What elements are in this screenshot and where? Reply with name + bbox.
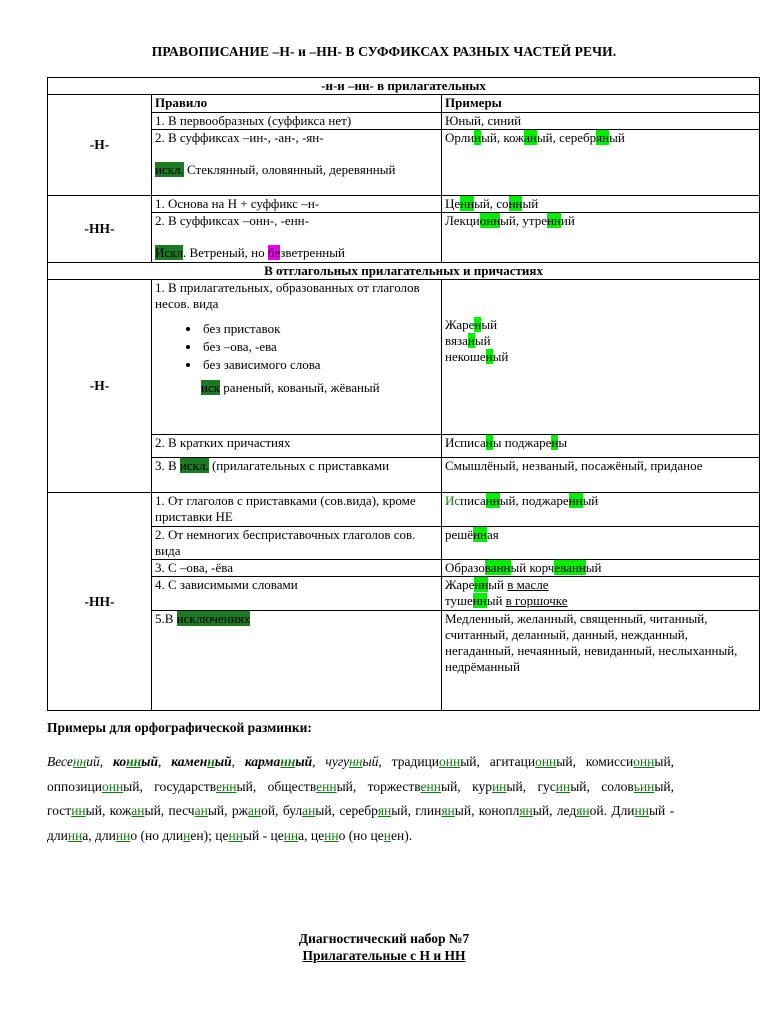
example-line	[445, 333, 756, 349]
example-text: ы поджаре	[492, 435, 552, 450]
example-text: ый, поджаре	[499, 493, 569, 508]
word-fragment: ый	[441, 778, 458, 794]
word-fragment: ан	[131, 803, 145, 818]
word-fragment: кож	[109, 803, 132, 818]
word-fragment: ый	[556, 754, 573, 769]
word-fragment: ен).	[390, 827, 413, 843]
suffix-highlight: онн	[479, 213, 501, 228]
word-fragment: камен	[171, 754, 208, 769]
word-fragment: ян	[576, 803, 590, 818]
suffix-highlight: н	[485, 435, 493, 450]
example-text: ый, со	[474, 196, 509, 211]
diagnostic-set-topic: Прилагательные с Н и НН	[302, 948, 466, 963]
example-cell	[442, 130, 760, 196]
suffix-highlight: нн	[460, 196, 475, 211]
word-fragment: ан	[194, 803, 208, 818]
example-cell	[442, 560, 760, 577]
word-fragment: ко	[113, 754, 127, 769]
word-fragment: ый	[315, 803, 332, 818]
section-header-participles: В отглагольных прилагательных и причастиях	[48, 263, 760, 280]
rule-text: 3. В	[155, 458, 180, 473]
example-text: ый	[474, 333, 491, 348]
suffix-highlight: н	[485, 349, 493, 364]
word-fragment: ый	[123, 778, 140, 794]
example-text: ый	[585, 560, 602, 575]
word-fragment: глин	[415, 803, 442, 818]
word-fragment: дли	[47, 827, 68, 843]
rule-cell: 4. С зависимыми словами	[152, 577, 442, 611]
word-fragment: ьин	[633, 778, 655, 794]
word-fragment: ый	[654, 754, 671, 769]
exception-text: зветренный	[280, 245, 345, 260]
word-fragment: ан	[302, 803, 316, 818]
list-item: • без приставок	[201, 320, 438, 338]
word-fragment: агитаци	[489, 754, 536, 769]
example-text: ый, утре	[500, 213, 547, 228]
diagnostic-set-number: Диагностический набор №7	[298, 931, 470, 946]
rule-cell: 2. В кратких причастиях	[152, 435, 442, 458]
example-text: ый	[488, 577, 508, 592]
word-fragment: ен)	[190, 827, 209, 843]
example-text: писа	[460, 493, 486, 508]
exception-line	[155, 162, 438, 178]
row-label-verb-n: -Н-	[48, 280, 152, 493]
word-fragment: нн	[349, 754, 363, 769]
example-text: ый	[582, 493, 599, 508]
word-fragment: нн	[283, 827, 299, 843]
word-fragment: ой	[261, 803, 276, 818]
example-text: ый	[492, 349, 509, 364]
example-cell	[442, 527, 760, 560]
suffix-highlight: н	[551, 435, 559, 450]
rule-cell	[152, 280, 442, 435]
word-fragment: ый	[242, 827, 260, 843]
word-fragment: Дли	[611, 803, 635, 818]
word-fragment: н	[183, 827, 191, 843]
example-text: Лекци	[445, 213, 480, 228]
example-text: Жаре	[445, 577, 475, 592]
word-fragment: гус	[537, 778, 556, 794]
word-fragment: ый	[144, 803, 161, 818]
table-row	[48, 280, 760, 435]
example-text: ый, серебр	[536, 130, 597, 145]
example-cell	[442, 577, 760, 611]
word-fragment: ан	[247, 803, 262, 818]
word-fragment: енн	[316, 778, 337, 794]
word-fragment: ый	[214, 754, 232, 769]
suffix-highlight: ванн	[484, 560, 511, 575]
word-fragment: нн	[228, 827, 243, 843]
example-text: ый	[486, 593, 506, 608]
word-fragment: н	[383, 827, 391, 843]
word-fragment: бул	[282, 803, 303, 818]
dependent-word: в горшочке	[505, 593, 568, 608]
rule-text: 5.В	[155, 611, 177, 626]
example-text: вяза	[445, 333, 468, 348]
suffix-highlight: нн	[485, 493, 500, 508]
rule-text: 2. В суффиксах –онн-, -енн-	[155, 213, 309, 228]
exception-text: раненый, кованый, жёваный	[220, 380, 380, 395]
table-row	[48, 435, 760, 458]
exception-tag: Искл	[155, 245, 183, 260]
word-fragment: обществ	[267, 778, 317, 794]
rule-cell	[152, 213, 442, 263]
example-text: некоше	[445, 349, 486, 364]
examples-paragraph: Весенний, конный, каменный, карманный, чугунный, традиционный, агитационный, комиссионный, оппозиционный, государственный, общественный, торжественный, куриный, гусиный, соловьиный, гостиный, кожаный, песчаный, ржаной, буланый, серебряный, глиняный, конопляный, ледяной. Длинный - длинна, длинно (но длинен); ценный - ценна, ценно (но ценен).	[47, 754, 675, 843]
diagnostic-set-title	[0, 930, 768, 964]
example-text: ая	[486, 527, 499, 542]
exception-tag: иск	[201, 380, 221, 395]
table-row	[48, 458, 760, 493]
exception-tag: искл.	[179, 458, 209, 473]
prefix-text: Ис	[445, 493, 461, 508]
word-fragment: нн	[126, 754, 142, 769]
word-fragment: ый	[362, 754, 379, 769]
rules-table	[47, 77, 760, 711]
example-text: ый корч	[510, 560, 555, 575]
suffix-highlight: ян	[596, 130, 610, 145]
word-fragment: лед	[556, 803, 577, 818]
example-cell	[442, 435, 760, 458]
example-text: ы	[558, 435, 568, 450]
word-fragment: оппозици	[47, 778, 102, 794]
example-cell	[442, 213, 760, 263]
example-text: ый	[522, 196, 539, 211]
example-text: ый	[481, 317, 498, 332]
word-fragment: ый	[454, 803, 472, 818]
prefix-highlight: бе	[267, 245, 281, 260]
word-fragment: онн	[439, 754, 461, 769]
suffix-highlight: нн	[473, 527, 487, 542]
rule-cell: 2. От немногих бесприставочных глаголов сов. вида	[152, 527, 442, 560]
word-fragment: нн	[324, 827, 339, 843]
word-fragment: н	[207, 754, 215, 769]
suffix-highlight: нн	[472, 593, 487, 608]
word-fragment: рж	[231, 803, 248, 818]
word-fragment: серебр	[339, 803, 378, 818]
word-fragment: ян	[441, 803, 455, 818]
word-fragment: нн	[634, 803, 649, 818]
example-text: Це	[445, 196, 461, 211]
rule-cell: 1. От глаголов с приставками (сов.вида), кроме приставки НЕ	[152, 493, 442, 527]
word-fragment: конопл	[478, 803, 520, 818]
example-text: Исписа	[445, 435, 486, 450]
exception-line	[155, 245, 438, 261]
word-fragment: ый	[654, 778, 671, 794]
word-fragment: ий	[86, 754, 100, 769]
condition-list	[155, 320, 438, 374]
word-fragment: торжеств	[367, 778, 421, 794]
word-fragment: дли	[95, 827, 116, 843]
section-header-row	[48, 78, 760, 95]
word-fragment: ян	[377, 803, 392, 818]
row-label-adj-nn: -НН-	[48, 196, 152, 263]
word-fragment: нн	[72, 754, 87, 769]
word-fragment: ый	[506, 778, 523, 794]
example-line	[445, 317, 756, 333]
example-text: Образо	[445, 560, 485, 575]
word-fragment: ин	[491, 778, 507, 794]
exception-text: Стеклянный, оловянный, деревянный	[183, 162, 396, 177]
word-fragment: ый	[460, 754, 477, 769]
section-header-row	[48, 263, 760, 280]
word-fragment: ый	[85, 803, 102, 818]
rule-text: 1. В прилагательных, образованных от глаголов несов. вида	[155, 280, 420, 311]
word-fragment: ян	[519, 803, 533, 818]
table-row	[48, 611, 760, 711]
suffix-highlight: нн	[546, 213, 561, 228]
example-cell	[442, 493, 760, 527]
word-fragment: це	[215, 827, 229, 843]
example-text: ый, кож	[481, 130, 525, 145]
word-fragment: комисси	[585, 754, 634, 769]
word-fragment: солов	[601, 778, 634, 794]
suffix-highlight: ан	[524, 130, 537, 145]
word-fragment: карма	[244, 754, 281, 769]
word-fragment: (но це	[348, 827, 384, 843]
example-cell: Смышлёный, незваный, посажёный, приданое	[442, 458, 760, 493]
example-line	[445, 349, 756, 365]
example-cell	[442, 280, 760, 435]
suffix-highlight: нн	[508, 196, 523, 211]
table-row	[48, 560, 760, 577]
exception-tag: искл.	[155, 162, 184, 177]
suffix-highlight: еванн	[554, 560, 586, 575]
word-fragment: ый	[141, 754, 158, 769]
word-fragment: онн	[633, 754, 655, 769]
column-header-rule: Правило	[152, 95, 442, 113]
word-fragment: а	[298, 827, 305, 843]
word-fragment: о	[338, 827, 346, 843]
table-row	[48, 113, 760, 130]
word-fragment: ый	[336, 778, 353, 794]
word-fragment: ый	[570, 778, 587, 794]
example-cell: Медленный, желанный, священный, читанный, считанный, деланный, данный, нежданный, негаданный, нечаянный, невиданный, неслыханный, недрёманный	[442, 611, 760, 711]
rule-text: (прилагательных с приставками	[208, 458, 390, 473]
word-fragment: песч	[168, 803, 195, 818]
word-fragment: кур	[472, 778, 492, 794]
word-fragment: ин	[555, 778, 571, 794]
exception-line	[155, 380, 438, 396]
table-row	[48, 130, 760, 196]
column-header-examples: Примеры	[442, 95, 760, 113]
word-fragment: ый	[532, 803, 550, 818]
table-row	[48, 213, 760, 263]
table-row	[48, 493, 760, 527]
word-fragment: традици	[391, 754, 440, 769]
section-header-adjectives: -н-и –нн- в прилагательных	[48, 78, 760, 95]
word-fragment: ый	[295, 754, 313, 769]
list-item: • без –ова, -ева	[201, 338, 438, 356]
rule-text: 2. В суффиксах –ин-, -ан-, -ян-	[155, 130, 324, 145]
exception-tag: исключениях	[176, 611, 251, 626]
word-fragment: гост	[47, 803, 72, 818]
word-fragment: а	[82, 827, 89, 843]
table-row	[48, 196, 760, 213]
examples-heading: Примеры для орфографической разминки:	[47, 720, 312, 735]
suffix-highlight: н	[467, 333, 475, 348]
example-cell	[442, 196, 760, 213]
word-fragment: енн	[420, 778, 441, 794]
word-fragment: енн	[216, 778, 237, 794]
word-fragment: о	[130, 827, 138, 843]
table-row	[48, 95, 760, 113]
rule-cell: 1. В первообразных (суффикса нет)	[152, 113, 442, 130]
page-title: ПРАВОПИСАНИЕ –Н- и –НН- В СУФФИКСАХ РАЗНЫХ ЧАСТЕЙ РЕЧИ.	[151, 44, 617, 59]
word-fragment: нн	[67, 827, 83, 843]
word-fragment: ин	[71, 803, 86, 818]
word-fragment: це	[310, 827, 325, 843]
word-fragment: ый	[236, 778, 253, 794]
example-line	[445, 577, 756, 593]
rule-cell: 3. С –ова, -ёва	[152, 560, 442, 577]
exception-text: . Ветреный, но	[182, 245, 268, 260]
example-text: ый	[609, 130, 625, 145]
example-text: решё	[445, 527, 474, 542]
word-fragment: ой	[589, 803, 604, 818]
row-label-verb-nn: -НН-	[48, 493, 152, 711]
example-text: туше	[445, 593, 473, 608]
table-row	[48, 577, 760, 611]
word-fragment: онн	[101, 778, 124, 794]
rule-cell	[152, 130, 442, 196]
word-fragment: чугу	[325, 754, 350, 769]
example-text: Орли	[445, 130, 475, 145]
dependent-word: в масле	[507, 577, 549, 592]
suffix-highlight: нн	[568, 493, 583, 508]
word-fragment: ый	[648, 803, 666, 818]
example-line	[445, 593, 756, 609]
word-fragment: онн	[535, 754, 557, 769]
table-row	[48, 527, 760, 560]
word-fragment: Весе	[47, 754, 73, 769]
word-fragment: нн	[280, 754, 296, 769]
word-fragment: (но дли	[140, 827, 184, 843]
suffix-highlight: н	[474, 130, 482, 145]
example-cell: Юный, синий	[442, 113, 760, 130]
word-fragment: ый	[207, 803, 225, 818]
rule-cell	[152, 611, 442, 711]
suffix-highlight: нн	[474, 577, 489, 592]
rule-cell	[152, 458, 442, 493]
example-text: Жаре	[445, 317, 475, 332]
suffix-highlight: н	[474, 317, 482, 332]
example-text: ий	[560, 213, 575, 228]
word-fragment: государств	[154, 778, 217, 794]
rule-cell: 1. Основа на Н + суффикс –н-	[152, 196, 442, 213]
word-fragment: це	[270, 827, 284, 843]
list-item: • без зависимого слова	[201, 356, 438, 374]
word-fragment: ый	[391, 803, 408, 818]
word-fragment: нн	[115, 827, 131, 843]
row-label-adj-n: -Н-	[48, 95, 152, 196]
